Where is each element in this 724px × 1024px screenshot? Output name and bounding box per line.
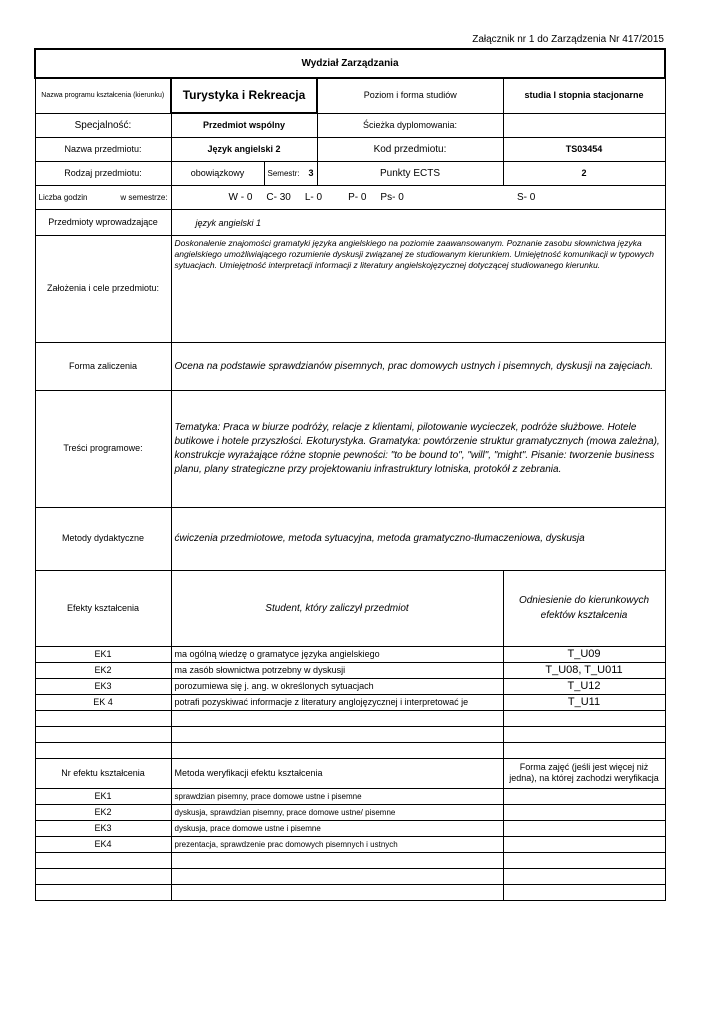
verification-text: dyskusja, sprawdzian pisemny, prace domowe ustne/ pisemne: [171, 804, 503, 820]
prereq-value: język angielski 1: [171, 209, 665, 235]
verification-form: [503, 884, 665, 900]
verification-form: [503, 852, 665, 868]
outcome-id: EK 4: [35, 694, 171, 710]
outcome-ref: T_U12: [503, 678, 665, 694]
ects-value: 2: [503, 161, 665, 185]
course-name-label: Nazwa przedmiotu:: [35, 137, 171, 161]
hours-label: Liczba godzin: [38, 192, 88, 202]
annex-note: Załącznik nr 1 do Zarządzenia Nr 417/2015: [472, 34, 664, 45]
outcome-ref: T_U11: [503, 694, 665, 710]
verification-header: Metoda weryfikacji efektu kształcenia: [171, 758, 503, 788]
outcome-text: ma ogólną wiedzę o gramatyce języka angielskiego: [171, 646, 503, 662]
specialty-value: Przedmiot wspólny: [171, 113, 317, 137]
outcome-id: [35, 710, 171, 726]
prereq-label: Przedmioty wprowadzające: [35, 209, 171, 235]
verification-id: [35, 852, 171, 868]
verification-text: [171, 868, 503, 884]
verification-text: dyskusja, prace domowe ustne i pisemne: [171, 820, 503, 836]
hours-l: L- 0: [304, 191, 323, 203]
hours-s: S- 0: [503, 185, 665, 209]
verification-form: [503, 820, 665, 836]
type-value: obowiązkowy: [171, 161, 264, 185]
verification-id: EK1: [35, 788, 171, 804]
goals-value: Doskonalenie znajomości gramatyki języka angielskiego na poziomie zaawansowanym. Poznanie zasobu słownictwa języka angielskiego umożliwiającego rozumienie dyskusji związanej ze studiowanym kierunkiem. Umiejętność komunikacji w typowych sytuacjach. Umiejętność interpretacji informacji z literatury angielskojęzycznej dotyczącej studiowanego kierunku.: [171, 235, 665, 342]
outcome-id: [35, 726, 171, 742]
level-label: Poziom i forma studiów: [317, 78, 503, 113]
semester-value: 3: [308, 167, 314, 178]
verification-id: EK4: [35, 836, 171, 852]
program-label: Nazwa programu kształcenia (kierunku): [35, 78, 171, 113]
verification-form: [503, 788, 665, 804]
outcome-ref: T_U08, T_U011: [503, 662, 665, 678]
level-value: studia I stopnia stacjonarne: [503, 78, 665, 113]
outcome-ref: [503, 726, 665, 742]
verification-text: [171, 884, 503, 900]
outcomes-label: Efekty kształcenia: [35, 570, 171, 646]
outcome-text: porozumiewa się j. ang. w określonych sytuacjach: [171, 678, 503, 694]
type-label: Rodzaj przedmiotu:: [35, 161, 171, 185]
path-label: Ścieżka dyplomowania:: [317, 113, 503, 137]
verification-form: [503, 836, 665, 852]
hours-values: [171, 185, 503, 209]
verification-text: prezentacja, sprawdzenie prac domowych pisemnych i ustnych: [171, 836, 503, 852]
assessment-label: Forma zaliczenia: [35, 342, 171, 390]
assessment-value: Ocena na podstawie sprawdzianów pisemnych, prac domowych ustnych i pisemnych, dyskusji na zajęciach.: [171, 342, 665, 390]
outcome-text: [171, 742, 503, 758]
outcome-id: EK1: [35, 646, 171, 662]
outcome-id: EK3: [35, 678, 171, 694]
content-value: Tematyka: Praca w biurze podróży, relacje z klientami, pilotowanie wycieczek, podróże służbowe. Hotele butikowe i hotele przyszłości. Ekoturystyka. Gramatyka: powtórzenie struktur gramatycznych (mowa zależna), konstrukcje wyrażające różne stopnie pewności: "to be bound to", "will", "might". Pisanie: tworzenie business planu, plany strategiczne przy projektowaniu infrastruktury lotniska, protokół z zebrania.: [171, 390, 665, 507]
verification-form: [503, 804, 665, 820]
outcome-ref: [503, 742, 665, 758]
outcomes-ref-header: Odniesienie do kierunkowych efektów kształcenia: [503, 570, 665, 646]
hours-label-cell: [35, 185, 171, 209]
verification-form-header: Forma zajęć (jeśli jest więcej niż jedna), na której zachodzi weryfikacja: [503, 758, 665, 788]
verification-id: [35, 884, 171, 900]
hours-c: C- 30: [266, 191, 291, 203]
hours-p: P- 0: [348, 191, 367, 203]
course-code-label: Kod przedmiotu:: [317, 137, 503, 161]
hours-w: W - 0: [228, 191, 253, 203]
verification-id: [35, 868, 171, 884]
goals-label: Założenia i cele przedmiotu:: [35, 235, 171, 342]
outcome-ref: [503, 710, 665, 726]
hours-ps: Ps- 0: [380, 191, 404, 203]
outcome-text: ma zasób słownictwa potrzebny w dyskusji: [171, 662, 503, 678]
course-code-value: TS03454: [503, 137, 665, 161]
hours-per-semester-label: w semestrze:: [120, 192, 168, 202]
outcome-ref: T_U09: [503, 646, 665, 662]
specialty-label: Specjalność:: [35, 113, 171, 137]
methods-value: ćwiczenia przedmiotowe, metoda sytuacyjna, metoda gramatyczno-tłumaczeniowa, dyskusja: [171, 507, 665, 570]
outcome-text: [171, 726, 503, 742]
outcomes-header: Student, który zaliczył przedmiot: [171, 570, 503, 646]
course-name-value: Język angielski 2: [171, 137, 317, 161]
path-value: [503, 113, 665, 137]
verification-text: sprawdzian pisemny, prace domowe ustne i pisemne: [171, 788, 503, 804]
outcome-text: [171, 710, 503, 726]
program-value: Turystyka i Rekreacja: [171, 78, 317, 113]
course-card-table: [34, 48, 666, 901]
verification-id: EK3: [35, 820, 171, 836]
outcome-id: EK2: [35, 662, 171, 678]
verification-id: EK2: [35, 804, 171, 820]
outcome-id: [35, 742, 171, 758]
verification-label: Nr efektu kształcenia: [35, 758, 171, 788]
content-label: Treści programowe:: [35, 390, 171, 507]
semester-cell: [264, 161, 317, 185]
verification-text: [171, 852, 503, 868]
verification-form: [503, 868, 665, 884]
methods-label: Metody dydaktyczne: [35, 507, 171, 570]
faculty-title: Wydział Zarządzania: [35, 49, 665, 78]
semester-label: Semestr:: [267, 168, 300, 178]
ects-label: Punkty ECTS: [317, 161, 503, 185]
outcome-text: potrafi pozyskiwać informacje z literatury anglojęzycznej i interpretować je: [171, 694, 503, 710]
